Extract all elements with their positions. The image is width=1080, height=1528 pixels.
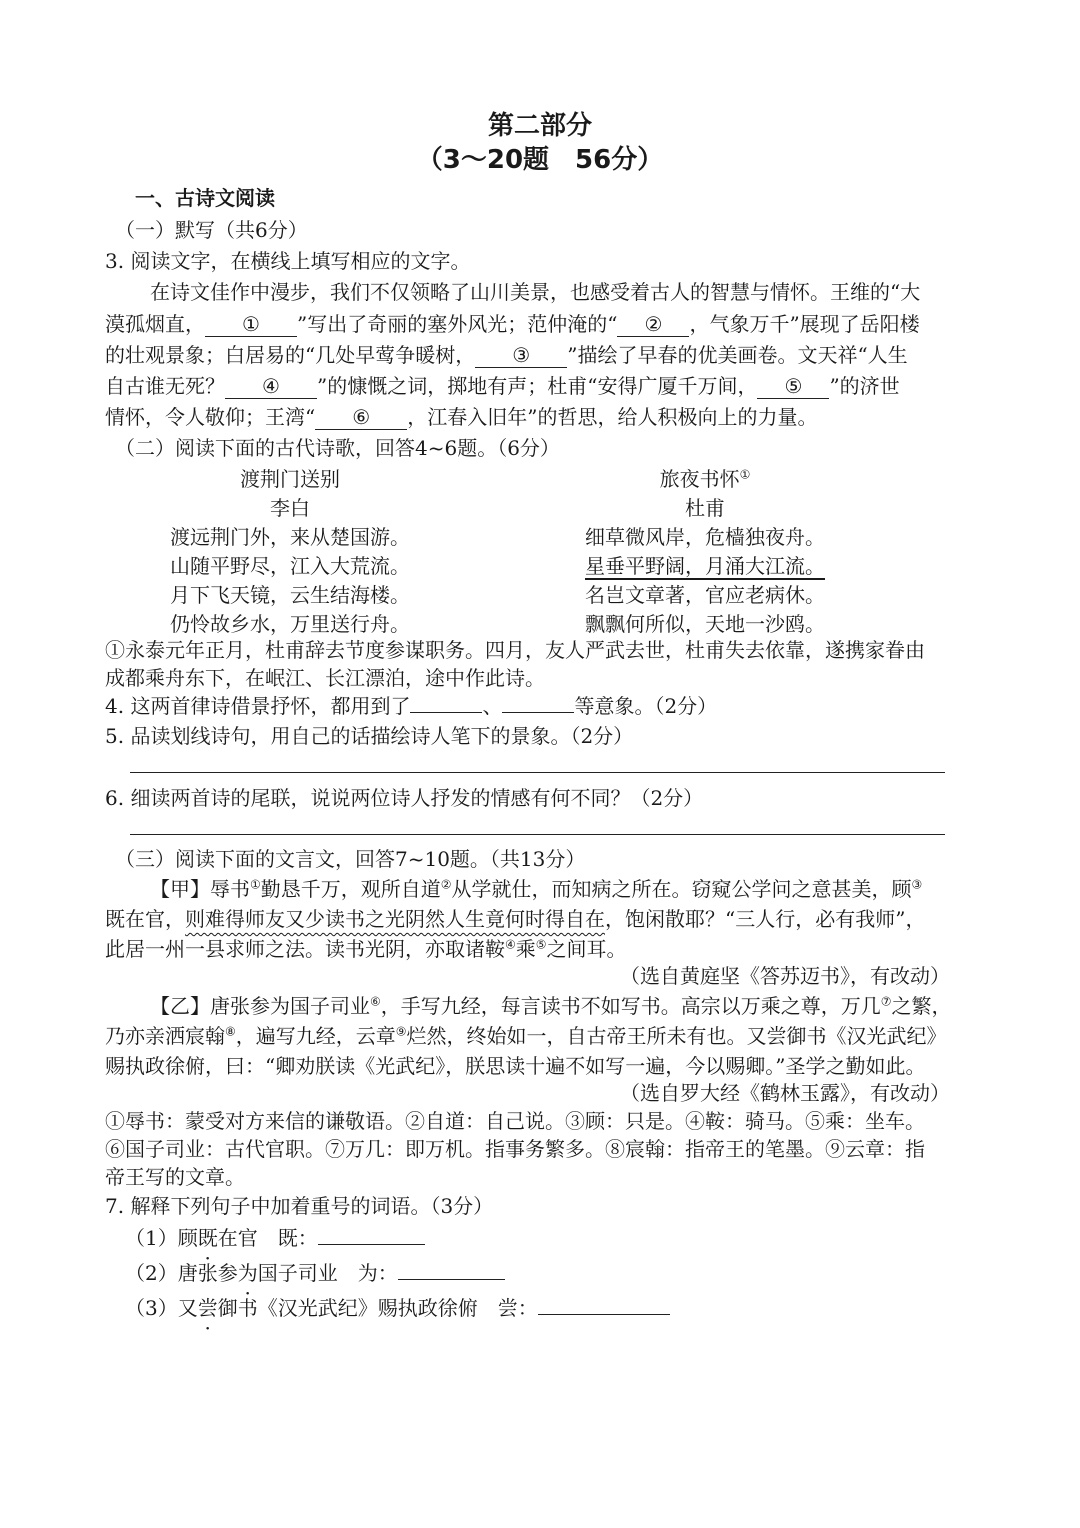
text: 、: [482, 694, 503, 718]
note-mark: ⑥: [370, 994, 381, 1009]
paragraph-line: 在诗文佳作中漫步，我们不仅领略了山川美景，也感受着古人的智慧与情怀。王维的“大: [150, 280, 921, 304]
question-5: 5. 品读划线诗句，用自己的话描绘诗人笔下的景象。（2分）: [105, 724, 634, 748]
emphasized-word: 既: [197, 1226, 218, 1250]
subsection-heading: （二）阅读下面的古代诗歌，回答4~6题。（6分）: [115, 436, 560, 460]
text: 此居一州一县求师之法。读书光阴，亦取诸鞍: [105, 937, 505, 961]
text: 烂然，终始如一，自古帝王所未有也。又尝御书《汉光武纪》: [406, 1024, 947, 1048]
poem-title-text: 旅夜书怀: [659, 467, 740, 491]
passage-line: [105, 1022, 947, 1050]
poem-line: 细草微风岸，危樯独夜舟。: [585, 525, 825, 549]
poem-line: 山随平野尽，江入大荒流。: [170, 554, 410, 578]
question-4: [105, 692, 717, 720]
source-citation: （选自黄庭坚《答苏迈书》，有改动）: [620, 964, 950, 988]
answer-blank[interactable]: [502, 712, 574, 713]
source-citation: （选自罗大经《鹤林玉露》，有改动）: [620, 1081, 950, 1105]
subsection-heading: （三）阅读下面的文言文，回答7~10题。（共13分）: [115, 847, 586, 871]
emphasized-word: 尝: [197, 1296, 218, 1320]
note-mark: ⑧: [225, 1024, 236, 1039]
answer-line[interactable]: [130, 834, 945, 835]
text: （2）唐张参: [125, 1261, 238, 1285]
fill-blank-4[interactable]: ④: [225, 374, 317, 399]
poem-title: [630, 465, 780, 493]
text: 乘: [515, 937, 536, 961]
text: 从学就仕，而知病之所在。窃窥公学问之意甚美，顾: [451, 877, 912, 901]
footnotes: 帝王写的文章。: [105, 1165, 245, 1189]
poem-line-underlined: 星垂平野阔，月涌大江流。: [585, 554, 825, 578]
text: 御书《汉光武纪》赐执政徐俯: [217, 1296, 498, 1320]
text: 自古谁无死？: [105, 374, 225, 398]
text: 情怀，令人敬仰；王湾“: [105, 405, 316, 429]
answer-blank[interactable]: [410, 712, 482, 713]
note-mark: ④: [505, 937, 516, 952]
question-7: 7. 解释下列句子中加着重号的词语。（3分）: [105, 1194, 494, 1218]
text: 的壮观景象；白居易的“几处早莺争暖树，: [105, 343, 476, 367]
text: ”的慷慨之词，掷地有声；杜甫“安得广厦千万间，: [317, 374, 758, 398]
footnotes: ①辱书：蒙受对方来信的谦敬语。②自道：自己说。③顾：只是。④鞍：骑马。⑤乘：坐车。: [105, 1109, 925, 1133]
poem-line: 仍怜故乡水，万里送行舟。: [170, 612, 410, 636]
part-range: （3～20题 56分）: [416, 145, 664, 175]
text: 乃亦亲洒宸翰: [105, 1024, 225, 1048]
paragraph-line: [105, 310, 920, 338]
emphasized-word: 为: [237, 1261, 258, 1285]
question-7-1: [125, 1224, 425, 1252]
text: ，气象万千”展现了岳阳楼: [689, 312, 920, 336]
text: 尝：: [497, 1296, 538, 1320]
poem-line: 月下飞天镜，云生结海楼。: [170, 583, 410, 607]
wavy-underlined-sentence: 则难得师友又少读书之光阴然人生竟何时得自在: [185, 907, 605, 931]
paragraph-line: [105, 403, 817, 431]
paragraph-line: [105, 372, 900, 400]
footnotes: ⑥国子司业：古代官职。⑦万几：即万机。指事务繁多。⑧宸翰：指帝王的笔墨。⑨云章：指: [105, 1137, 925, 1161]
footnote: ①永泰元年正月，杜甫辞去节度参谋职务。四月，友人严武去世，杜甫失去依靠，遂携家眷由: [105, 638, 925, 662]
poem-author: 杜甫: [685, 496, 725, 520]
text: 等意象。（2分）: [574, 694, 718, 718]
text: ，手写九经，每言读书不如写书。高宗以万乘之尊，万几: [380, 994, 881, 1018]
text: 4. 这两首律诗借景抒怀，都用到了: [105, 694, 411, 718]
text: 勤恳千万，观所自道: [260, 877, 441, 901]
text: ，遍写九经，云章: [235, 1024, 396, 1048]
fill-blank-2[interactable]: ②: [617, 312, 689, 337]
text: 之繁，: [891, 994, 952, 1018]
fill-blank-1[interactable]: ①: [205, 312, 297, 337]
passage-line: 赐执政徐俯，曰：“卿劝朕读《光武纪》，朕思读十遍不如写一遍，今以赐卿。”圣学之勤如此。: [105, 1054, 926, 1078]
text: 为：: [357, 1261, 398, 1285]
question-6: 6. 细读两首诗的尾联，说说两位诗人抒发的情感有何不同？（2分）: [105, 786, 704, 810]
note-mark: ⑤: [535, 937, 547, 952]
text: 漠孤烟直，: [105, 312, 205, 336]
note-mark: ⑦: [880, 994, 892, 1009]
passage-line: [105, 935, 627, 963]
poem-line: 渡远荆门外，来从楚国游。: [170, 525, 410, 549]
poem-author: 李白: [270, 496, 310, 520]
answer-line[interactable]: [130, 772, 945, 773]
poem-title: 渡荆门送别: [240, 467, 340, 491]
text: ”写出了奇丽的塞外风光；范仲淹的“: [297, 312, 618, 336]
subsection-heading: （一）默写（共6分）: [115, 218, 308, 242]
text: ，江春入旧年”的哲思，给人积极向上的力量。: [407, 405, 818, 429]
text: 既：: [277, 1226, 318, 1250]
answer-blank[interactable]: [398, 1279, 505, 1280]
question-7-3: [125, 1294, 670, 1322]
text: 国子司业: [257, 1261, 358, 1285]
text: ”的济世: [829, 374, 900, 398]
poem-line: 飘飘何所似，天地一沙鸥。: [585, 612, 825, 636]
footnote: 成都乘舟东下，在岷江、长江漂泊，途中作此诗。: [105, 666, 545, 690]
passage-line: [150, 875, 922, 903]
note-mark: ③: [911, 877, 923, 892]
note-mark: ②: [440, 877, 452, 892]
note-mark: ①: [739, 467, 751, 482]
note-mark: ①: [250, 877, 261, 892]
part-title: 第二部分: [487, 111, 592, 141]
answer-blank[interactable]: [318, 1244, 425, 1245]
fill-blank-3[interactable]: ③: [475, 343, 567, 368]
poem-line: 名岂文章著，官应老病休。: [585, 583, 825, 607]
answer-blank[interactable]: [538, 1314, 670, 1315]
text: 【甲】辱书: [150, 877, 250, 901]
paragraph-line: [105, 341, 908, 369]
fill-blank-5[interactable]: ⑤: [757, 374, 829, 399]
text: ，饱闲散耶？“三人行，必有我师”，: [605, 907, 926, 931]
note-mark: ⑨: [395, 1024, 407, 1039]
text: （3）又: [125, 1296, 198, 1320]
passage-line: [105, 905, 925, 933]
passage-line: [150, 992, 952, 1020]
text: 【乙】唐张参为国子司业: [150, 994, 370, 1018]
text: （1）顾: [125, 1226, 198, 1250]
section-heading: 一、古诗文阅读: [135, 186, 275, 210]
text: 之间耳。: [546, 937, 627, 961]
text: ”描绘了早春的优美画卷。文天祥“人生: [567, 343, 908, 367]
question-7-2: [125, 1259, 505, 1287]
question-stem: 3. 阅读文字，在横线上填写相应的文字。: [105, 249, 471, 273]
text: 在官: [217, 1226, 278, 1250]
fill-blank-6[interactable]: ⑥: [315, 405, 407, 430]
text: 既在官，: [105, 907, 185, 931]
